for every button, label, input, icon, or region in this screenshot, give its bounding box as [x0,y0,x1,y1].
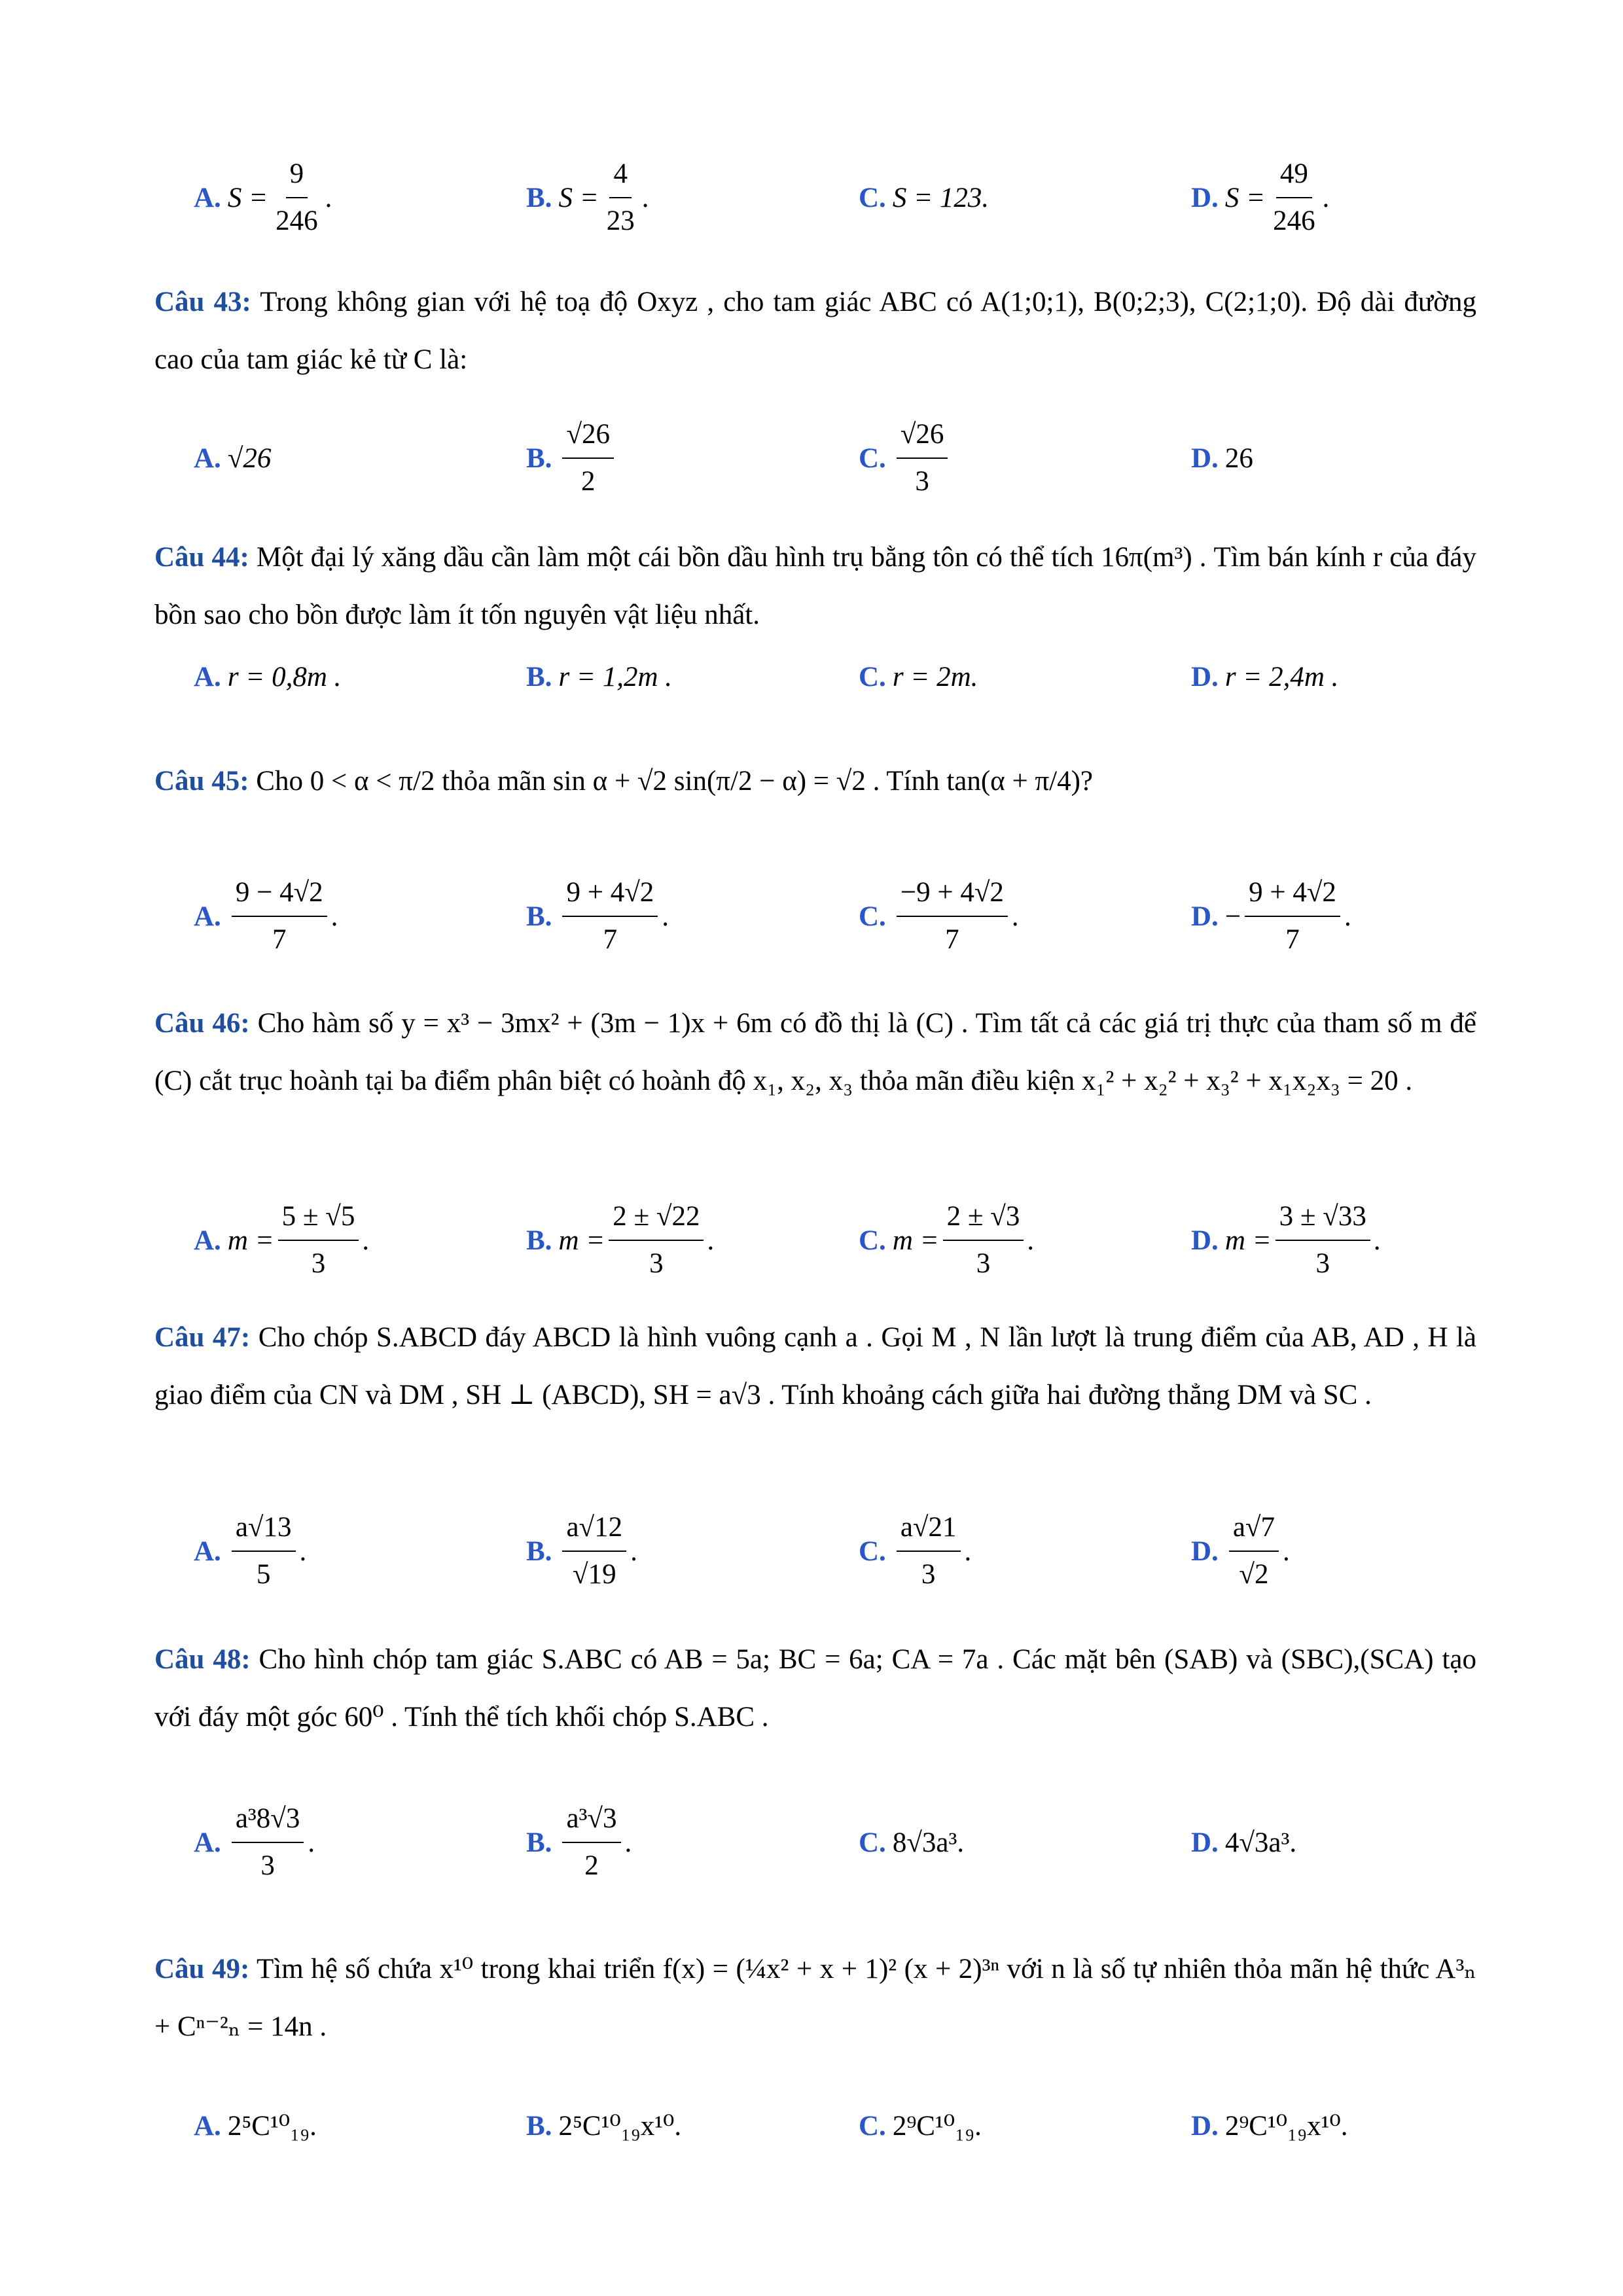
question-47-text: Cho chóp S.ABCD đáy ABCD là hình vuông cạnh a . Gọi M , N lần lượt là trung điểm của AB, AD , H là giao điểm của CN và DM , SH ⊥ (ABCD), SH = a√3 . Tính khoảng cách giữa hai đường thẳng DM và SC . [154,1322,1477,1410]
q45-option-c: C. $\frac{-9 + 4√2}{7}$ . [859,864,1019,969]
question-48 [154,1631,1476,1746]
q42-options [194,145,1503,250]
q47-options [194,1499,1503,1604]
q48-option-b: B. $\frac{\text{a³√3}}{2}$ . [526,1790,632,1895]
q43-option-b: B. $\frac{√26}{2}$ [526,406,618,511]
q43-option-a: A. √26 [194,442,272,474]
q42-option-d: D. S = $\frac{49}{246}$ . [1191,145,1330,250]
q47-option-c: C. $\frac{a√21}{3}$ . [859,1499,971,1604]
q44-option-d: D. r = 2,4m . [1191,661,1339,692]
question-45-text: Cho 0 < α < π/2 thỏa mãn sin α + √2 sin(π/2 − α) = √2 . Tính tan(α + π/4)? [256,766,1094,797]
q46-option-d: D. m = $\frac{3 \pm √33}{3}$ . [1191,1188,1382,1293]
question-47 [154,1309,1476,1424]
question-48-text: Cho hình chóp tam giác S.ABC có AB = 5a; BC = 6a; CA = 7a . Các mặt bên (SAB) và (SBC),(SCA) tạo với đáy một góc 60⁰ . Tính thể tích khối chóp S.ABC . [154,1644,1476,1732]
question-46 [154,995,1476,1110]
q44-option-b: B. r = 1,2m . [526,661,672,692]
q45-option-b: B. $\frac{9 + 4√2}{7}$ . [526,864,669,969]
q48-option-d: D. 4√3a³. [1191,1827,1297,1858]
q49-options [194,2073,1503,2178]
q42-option-a: A. S = $\frac{9}{246}$ . [194,145,332,250]
q46-option-a: A. m = $\frac{5 \pm √5}{3}$ . [194,1188,370,1293]
q45-options [194,864,1503,969]
question-47-number: Câu 47: [154,1322,251,1353]
question-43 [154,274,1476,389]
question-44-text: Một đại lý xăng dầu cần làm một cái bồn dầu hình trụ bằng tôn có thể tích 16π(m³) . Tìm bán kính r của đáy bồn sao cho bồn được làm ít tốn nguyên vật liệu nhất. [154,542,1476,630]
q43-option-c: C. $\frac{√26}{3}$ [859,406,952,511]
q48-option-c: C. 8√3a³. [859,1827,965,1858]
q44-option-c: C. r = 2m. [859,661,978,692]
q46-options [194,1188,1503,1293]
question-49 [154,1941,1476,2056]
question-45 [154,753,1476,810]
q46-option-c: C. m = $\frac{2 \pm √3}{3}$ . [859,1188,1035,1293]
question-44-number: Câu 44: [154,542,249,573]
question-46-text: Cho hàm số y = x³ − 3mx² + (3m − 1)x + 6m có đồ thị là (C) . Tìm tất cả các giá trị thực của tham số m để (C) cắt trục hoành tại ba điểm phân biệt có hoành độ x₁, x₂, x₃ thỏa mãn điều kiện x₁² + x₂² + x₃² + x₁x₂x₃ = 20 . [154,1008,1476,1096]
q49-option-c: C. 2⁹C¹⁰₁₉. [859,2110,982,2142]
question-45-number: Câu 45: [154,766,249,797]
q49-option-d: D. 2⁹C¹⁰₁₉x¹⁰. [1191,2110,1348,2142]
question-46-number: Câu 46: [154,1008,250,1039]
question-49-number: Câu 49: [154,1954,250,1984]
q43-option-d: D. 26 [1191,442,1253,474]
q44-option-a: A. r = 0,8m . [194,661,342,692]
q48-option-a: A. $\frac{\text{a³8√3}}{3}$ . [194,1790,315,1895]
q42-option-b: B. S = $\frac{4}{23}$ . [526,145,649,250]
question-48-number: Câu 48: [154,1644,251,1675]
question-49-text: Tìm hệ số chứa x¹⁰ trong khai triển f(x) = (¼x² + x + 1)² (x + 2)³ⁿ với n là số tự nhiên thỏa mãn hệ thức A³ₙ + Cⁿ⁻²ₙ = 14n . [154,1954,1476,2042]
q45-option-a: A. $\frac{9 - 4√2}{7}$ . [194,864,338,969]
question-43-text: Trong không gian với hệ toạ độ Oxyz , cho tam giác ABC có A(1;0;1), B(0;2;3), C(2;1;0). Độ dài đường cao của tam giác kẻ từ C là: [154,287,1476,375]
q48-options [194,1790,1503,1895]
question-43-number: Câu 43: [154,287,251,317]
q47-option-a: A. $\frac{a√13}{5}$ . [194,1499,306,1604]
q47-option-b: B. $\frac{a√12}{√19}$ . [526,1499,637,1604]
q44-options [194,624,1503,729]
q46-option-b: B. m = $\frac{2 \pm √22}{3}$ . [526,1188,715,1293]
q42-option-c: C. S = 123. [859,182,990,213]
q45-option-d: D. − $\frac{9 + 4√2}{7}$ . [1191,864,1351,969]
q47-option-d: D. $\frac{a√7}{√2}$ . [1191,1499,1290,1604]
q49-option-a: A. 2⁵C¹⁰₁₉. [194,2110,317,2142]
q43-options [194,406,1503,511]
q49-option-b: B. 2⁵C¹⁰₁₉x¹⁰. [526,2110,682,2142]
